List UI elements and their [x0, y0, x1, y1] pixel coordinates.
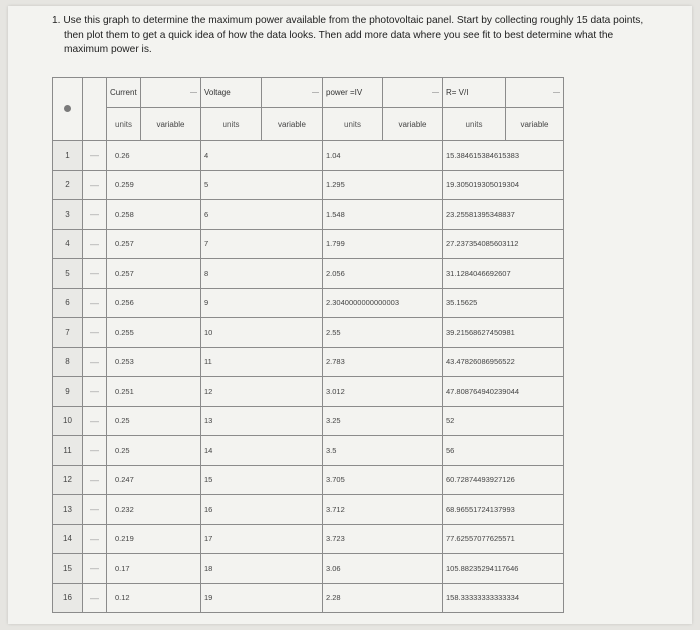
- header-row-titles: [53, 78, 649, 108]
- power-cell[interactable]: 3.012: [323, 377, 443, 407]
- power-cell[interactable]: 3.723: [323, 524, 443, 554]
- row-marker: —: [83, 347, 107, 377]
- voltage-cell[interactable]: 6: [201, 200, 323, 230]
- header-voltage-title[interactable]: Voltage: [201, 78, 262, 108]
- table-row: [53, 259, 649, 289]
- current-cell[interactable]: 0.258: [107, 200, 201, 230]
- table-row: [53, 141, 649, 171]
- resistance-cell[interactable]: 15.384615384615383: [443, 141, 564, 171]
- voltage-cell[interactable]: 10: [201, 318, 323, 348]
- table-row: [53, 436, 649, 466]
- power-variable[interactable]: variable: [383, 108, 443, 141]
- current-cell[interactable]: 0.251: [107, 377, 201, 407]
- header-current-title[interactable]: Current: [107, 78, 141, 108]
- header-voltage-select[interactable]: —: [262, 78, 323, 108]
- voltage-cell[interactable]: 4: [201, 141, 323, 171]
- row-marker: —: [83, 288, 107, 318]
- power-cell[interactable]: 1.799: [323, 229, 443, 259]
- resistance-cell[interactable]: 68.96551724137993: [443, 495, 564, 525]
- voltage-cell[interactable]: 14: [201, 436, 323, 466]
- current-cell[interactable]: 0.26: [107, 141, 201, 171]
- power-cell[interactable]: 2.783: [323, 347, 443, 377]
- current-cell[interactable]: 0.257: [107, 259, 201, 289]
- table-corner: [53, 78, 83, 141]
- table-row: [53, 465, 649, 495]
- row-marker: —: [83, 524, 107, 554]
- row-marker: —: [83, 229, 107, 259]
- row-number: 5: [53, 259, 83, 289]
- row-marker: —: [83, 406, 107, 436]
- voltage-variable[interactable]: variable: [262, 108, 323, 141]
- row-number: 6: [53, 288, 83, 318]
- row-number: 14: [53, 524, 83, 554]
- resistance-cell[interactable]: 27.237354085603112: [443, 229, 564, 259]
- power-cell[interactable]: 3.06: [323, 554, 443, 584]
- row-marker: —: [83, 170, 107, 200]
- voltage-cell[interactable]: 5: [201, 170, 323, 200]
- voltage-cell[interactable]: 9: [201, 288, 323, 318]
- row-number: 10: [53, 406, 83, 436]
- row-number: 4: [53, 229, 83, 259]
- current-cell[interactable]: 0.255: [107, 318, 201, 348]
- row-marker: —: [83, 495, 107, 525]
- row-marker: —: [83, 377, 107, 407]
- header-blank: [83, 78, 107, 141]
- power-cell[interactable]: 2.056: [323, 259, 443, 289]
- resistance-cell[interactable]: 43.47826086956522: [443, 347, 564, 377]
- resistance-cell[interactable]: 52: [443, 406, 564, 436]
- row-marker: —: [83, 554, 107, 584]
- header-resistance-title[interactable]: R= V/I: [443, 78, 506, 108]
- current-cell[interactable]: 0.12: [107, 583, 201, 613]
- current-cell[interactable]: 0.232: [107, 495, 201, 525]
- resistance-cell[interactable]: 35.15625: [443, 288, 564, 318]
- table-row: [53, 406, 649, 436]
- table-row: [53, 170, 649, 200]
- current-cell[interactable]: 0.25: [107, 436, 201, 466]
- table-row: [53, 495, 649, 525]
- row-marker: —: [83, 200, 107, 230]
- voltage-cell[interactable]: 17: [201, 524, 323, 554]
- current-cell[interactable]: 0.257: [107, 229, 201, 259]
- current-cell[interactable]: 0.256: [107, 288, 201, 318]
- resistance-cell[interactable]: 31.1284046692607: [443, 259, 564, 289]
- current-units[interactable]: units: [107, 108, 141, 141]
- resistance-units[interactable]: units: [443, 108, 506, 141]
- resistance-cell[interactable]: 158.33333333333334: [443, 583, 564, 613]
- voltage-cell[interactable]: 18: [201, 554, 323, 584]
- row-number: 8: [53, 347, 83, 377]
- power-cell[interactable]: 1.548: [323, 200, 443, 230]
- table-row: [53, 524, 649, 554]
- power-cell[interactable]: 3.705: [323, 465, 443, 495]
- current-cell[interactable]: 0.247: [107, 465, 201, 495]
- row-number: 13: [53, 495, 83, 525]
- power-cell[interactable]: 2.28: [323, 583, 443, 613]
- resistance-cell[interactable]: 23.25581395348837: [443, 200, 564, 230]
- resistance-variable[interactable]: variable: [506, 108, 564, 141]
- resistance-cell[interactable]: 77.62557077625571: [443, 524, 564, 554]
- voltage-cell[interactable]: 13: [201, 406, 323, 436]
- question-line-1: 1. Use this graph to determine the maximum power available from the photovoltaic panel. Start by collecting roughly 15 data points,: [52, 15, 644, 26]
- row-marker: —: [83, 259, 107, 289]
- voltage-cell[interactable]: 8: [201, 259, 323, 289]
- table-row: [53, 554, 649, 584]
- power-cell[interactable]: 3.5: [323, 436, 443, 466]
- table-row: [53, 347, 649, 377]
- voltage-cell[interactable]: 19: [201, 583, 323, 613]
- row-number: 11: [53, 436, 83, 466]
- header-power-select[interactable]: —: [383, 78, 443, 108]
- header-resistance-select[interactable]: —: [506, 78, 564, 108]
- voltage-cell[interactable]: 11: [201, 347, 323, 377]
- power-cell[interactable]: 1.295: [323, 170, 443, 200]
- question-line-2: then plot them to get a quick idea of how the data looks. Then add more data where you see fit to best determine what the: [64, 29, 614, 41]
- resistance-cell[interactable]: 56: [443, 436, 564, 466]
- voltage-cell[interactable]: 15: [201, 465, 323, 495]
- current-variable[interactable]: variable: [141, 108, 201, 141]
- header-row-units: [53, 108, 649, 141]
- row-marker: —: [83, 436, 107, 466]
- voltage-units[interactable]: units: [201, 108, 262, 141]
- cell-indicator-icon: [64, 105, 71, 112]
- resistance-cell[interactable]: 19.305019305019304: [443, 170, 564, 200]
- table-row: [53, 583, 649, 613]
- current-cell[interactable]: 0.25: [107, 406, 201, 436]
- table-row: [53, 200, 649, 230]
- row-number: 1: [53, 141, 83, 171]
- header-current-select[interactable]: —: [141, 78, 201, 108]
- table-row: [53, 288, 649, 318]
- current-cell[interactable]: 0.253: [107, 347, 201, 377]
- power-units[interactable]: units: [323, 108, 383, 141]
- row-number: 3: [53, 200, 83, 230]
- resistance-cell[interactable]: 39.21568627450981: [443, 318, 564, 348]
- row-number: 9: [53, 377, 83, 407]
- row-number: 15: [53, 554, 83, 584]
- current-cell[interactable]: 0.259: [107, 170, 201, 200]
- row-marker: —: [83, 318, 107, 348]
- voltage-cell[interactable]: 12: [201, 377, 323, 407]
- table-row: [53, 377, 649, 407]
- power-cell[interactable]: 2.3040000000000003: [323, 288, 443, 318]
- row-number: 16: [53, 583, 83, 613]
- resistance-cell[interactable]: 47.808764940239044: [443, 377, 564, 407]
- row-number: 12: [53, 465, 83, 495]
- table-row: [53, 229, 649, 259]
- header-power-title[interactable]: power =IV: [323, 78, 383, 108]
- voltage-cell[interactable]: 16: [201, 495, 323, 525]
- row-marker: —: [83, 465, 107, 495]
- question-line-3: maximum power is.: [64, 44, 152, 55]
- current-cell[interactable]: 0.219: [107, 524, 201, 554]
- row-marker: —: [83, 583, 107, 613]
- current-cell[interactable]: 0.17: [107, 554, 201, 584]
- power-cell[interactable]: 2.55: [323, 318, 443, 348]
- voltage-cell[interactable]: 7: [201, 229, 323, 259]
- resistance-cell[interactable]: 60.72874493927126: [443, 465, 564, 495]
- data-table: [52, 77, 649, 613]
- resistance-cell[interactable]: 105.88235294117646: [443, 554, 564, 584]
- row-number: 2: [53, 170, 83, 200]
- row-number: 7: [53, 318, 83, 348]
- row-marker: —: [83, 141, 107, 171]
- question-text: [52, 14, 682, 58]
- power-cell[interactable]: 3.25: [323, 406, 443, 436]
- table-row: [53, 318, 649, 348]
- power-cell[interactable]: 3.712: [323, 495, 443, 525]
- power-cell[interactable]: 1.04: [323, 141, 443, 171]
